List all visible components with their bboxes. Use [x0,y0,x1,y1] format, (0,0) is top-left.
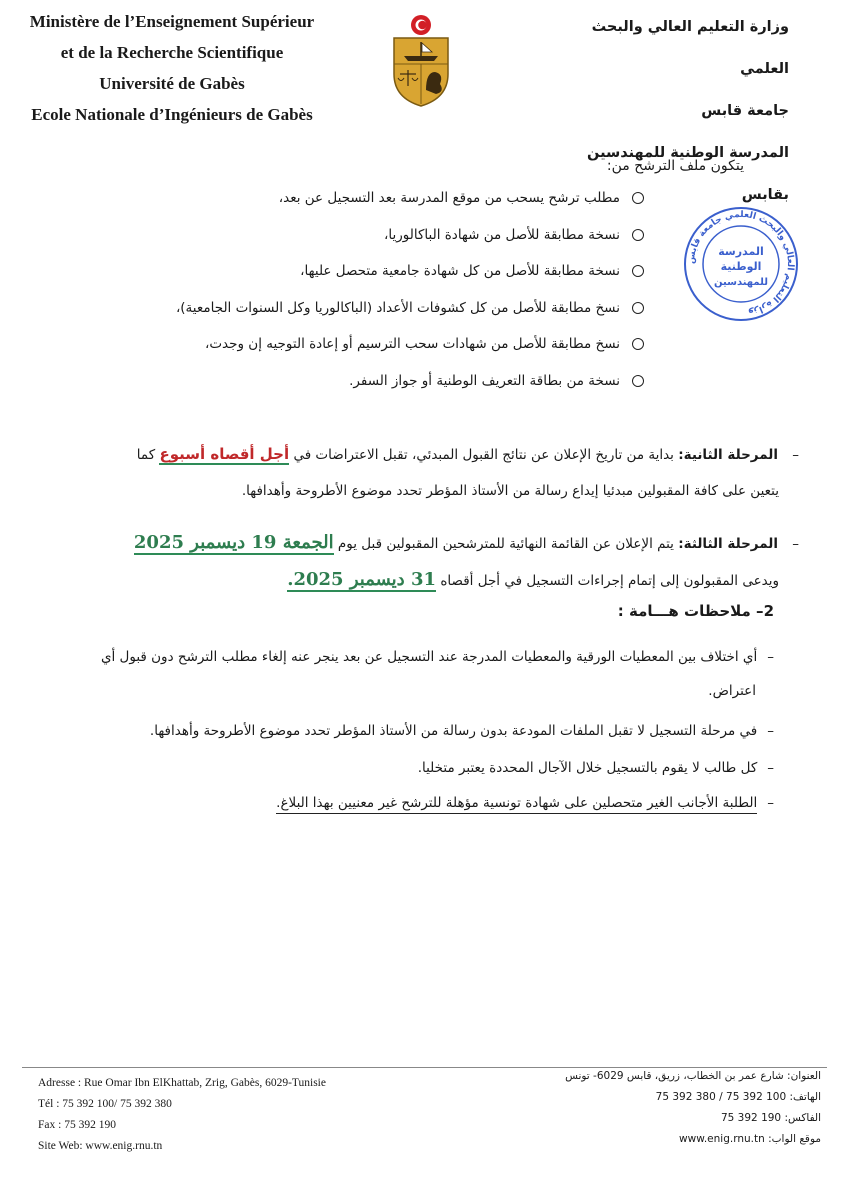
notes-title: 2– ملاحظات هـــامة : [617,602,774,620]
phase-two-line-1: – المرحلة الثانية: بداية من تاريخ الإعلان عن نتائج القبول المبدئي، تقبل الاعتراضات في أجل أقصاه أسبوع كما [136,445,799,463]
circle-bullet-icon [632,192,644,204]
list-item: نسخة مطابقة للأصل من شهادة الباكالوريا، [204,217,644,254]
footer-address-fr: Adresse : Rue Omar Ibn ElKhattab, Zrig, Gabès, 6029-Tunisie [38,1077,326,1089]
circle-bullet-icon [632,338,644,350]
phase-three-line-2: ويدعى المقبولون إلى إتمام إجراءات التسجيل في أجل أقصاه 31 ديسمبر 2025. [287,569,779,590]
note-item: –أي اختلاف بين المعطيات الورقية والمعطيات المدرجة عند التسجيل عن بعد ينجر عنه إلغاء مطلب الترشح دون قبول أي اعتراض. [100,649,774,699]
ministry-ar: وزارة التعليم العالي والبحث العلمي [591,19,789,77]
list-item: نسخ مطابقة للأصل من شهادات سحب الترسيم أو إعادة التوجيه إن وجدت، [204,326,644,363]
footer-phone-ar: الهاتف: 100 392 75 / 380 392 75 [655,1091,821,1103]
list-item: مطلب ترشح يسحب من موقع المدرسة بعد التسجيل عن بعد، [204,180,644,217]
footer-address-ar: العنوان: شارع عمر بن الخطاب، زريق، قابس 6029- تونس [565,1070,821,1082]
footer-arabic [565,1066,821,1150]
registration-deadline: 31 ديسمبر 2025. [287,569,437,590]
school-ar: المدرسة الوطنية للمهندسين بقابس [587,145,789,203]
footer-french [38,1073,326,1157]
ministry-fr: Ministère de l’Enseignement Supérieur [29,12,315,31]
phase-two-line-2: يتعين على كافة المقبولين مبدئيا إيداع رسالة من الأستاذ المؤطر تحدد موضوع الأطروحة وأهدافها. [241,483,779,499]
header-french [22,6,322,130]
school-fr: Ecole Nationale d’Ingénieurs de Gabès [31,105,313,124]
phase-two [51,436,799,509]
ministry-fr-2: et de la Recherche Scientifique [60,43,284,62]
official-stamp [682,205,800,323]
circle-bullet-icon [632,265,644,277]
note-item: –في مرحلة التسجيل لا تقبل الملفات المودعة بدون رسالة من الأستاذ المؤطر تحدد موضوع الأطروحة وأهدافها. [149,723,774,739]
university-ar: جامعة قابس [701,103,789,119]
footer-website-fr: Site Web: www.enig.rnu.tn [38,1140,163,1152]
note-item: –الطلبة الأجانب الغير متحصلين على شهادة تونسية مؤهلة للترشح غير معنيين بهذا البلاغ. [74,786,774,820]
final-list-date: الجمعة 19 ديسمبر 2025 [133,532,334,553]
phase-three-label: المرحلة الثالثة: [678,536,778,552]
stamp-line-1: المدرسة [718,245,764,258]
phase-three-line-1: – المرحلة الثالثة: يتم الإعلان عن القائمة النهائية للمترشحين المقبولين قبل يوم الجمعة 19 ديسمبر 2025 [133,532,799,553]
stamp-line-2: الوطنية [720,260,762,273]
list-item: نسخ مطابقة للأصل من كل كشوفات الأعداد (الباكالوريا وكل السنوات الجامعية)، [204,290,644,327]
list-item: نسخة من بطاقة التعريف الوطنية أو جواز السفر. [204,363,644,400]
stamp-line-3: للمهندسين [714,277,768,288]
deadline-highlight: أجل أقصاه أسبوع [159,445,290,463]
tunisia-emblem-icon [388,12,454,108]
list-item: نسخة مطابقة للأصل من كل شهادة جامعية متحصل عليها، [204,253,644,290]
dossier-list [175,180,644,399]
dossier-intro: يتكون ملف الترشح من: [606,158,744,174]
stamp-ring-text: وزارة التعليم العالي والبحث العلمي جامعة قابس [686,209,796,318]
footer-website-ar: موقع الواب: www.enig.rnu.tn [679,1133,821,1145]
phase-three [51,525,799,599]
university-fr: Université de Gabès [99,74,245,93]
phase-two-label: المرحلة الثانية: [678,447,778,463]
circle-bullet-icon [632,229,644,241]
footer-phone-fr: Tél : 75 392 100/ 75 392 380 [38,1098,172,1110]
footer-fax-fr: Fax : 75 392 190 [38,1119,116,1131]
note-item: –كل طالب لا يقوم بالتسجيل خلال الآجال المحددة يعتبر متخليا. [417,760,774,776]
circle-bullet-icon [632,302,644,314]
footer-fax-ar: الفاكس: 190 392 75 [720,1112,821,1124]
circle-bullet-icon [632,375,644,387]
